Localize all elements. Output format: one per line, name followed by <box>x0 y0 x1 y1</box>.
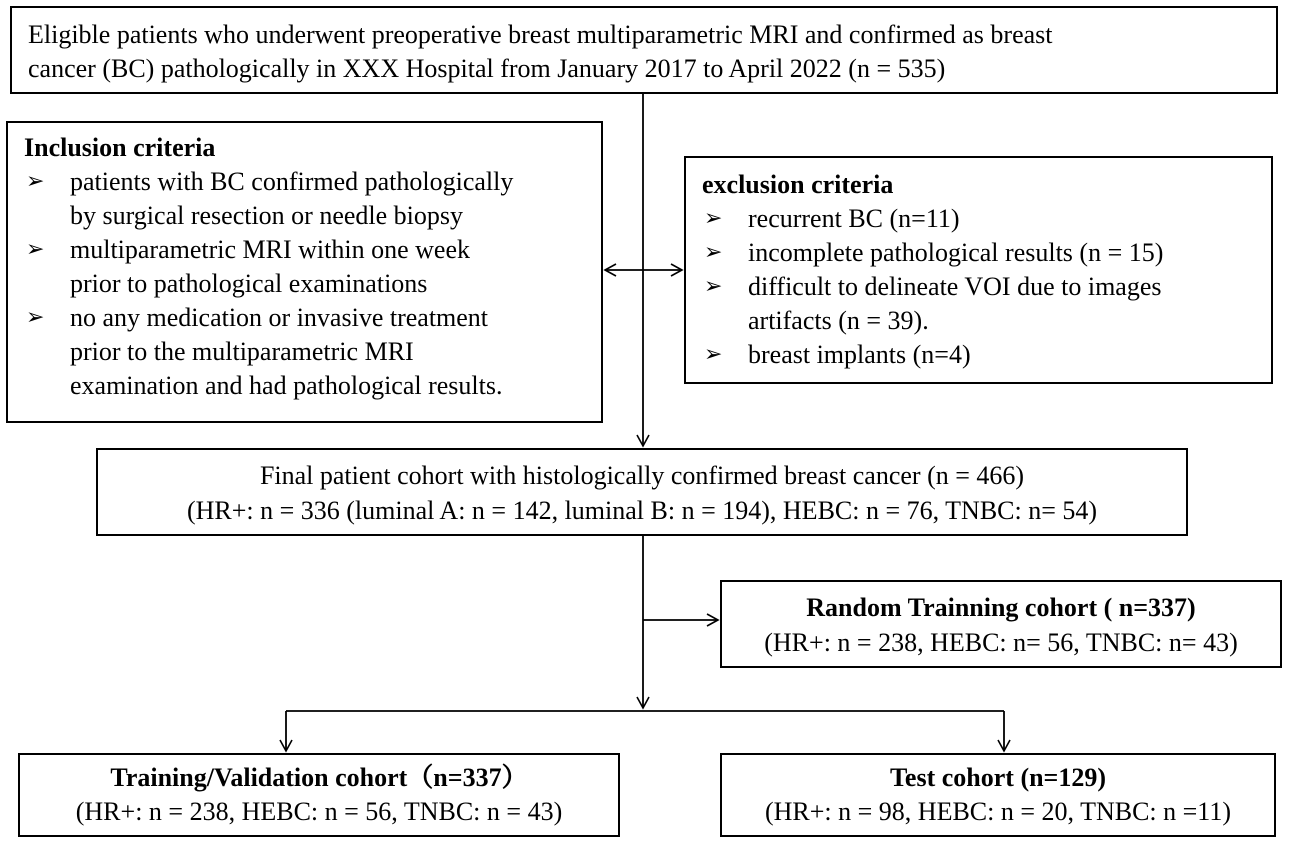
exclusion-item <box>702 236 1261 270</box>
inclusion-item <box>24 165 591 233</box>
exclusion-item <box>702 202 1261 236</box>
eligible-patients-box <box>10 6 1278 94</box>
training-validation-cohort-box <box>18 753 620 837</box>
exclusion-criteria-box <box>684 156 1273 384</box>
training-validation-subtitle: (HR+: n = 238, HEBC: n = 56, TNBC: n = 43) <box>75 797 563 826</box>
final-cohort-box <box>96 448 1188 536</box>
exclusion-item-line: difficult to delineate VOI due to images <box>748 272 1162 301</box>
arrowhead-bullet-icon: ➢ <box>704 240 723 265</box>
eligible-line-2: cancer (BC) pathologically in XXX Hospital from January 2017 to April 2022 (n = 535) <box>28 54 946 83</box>
final-cohort-line-1: Final patient cohort with histologically confirmed breast cancer (n = 466) <box>259 461 1025 490</box>
training-validation-title: Training/Validation cohort（n=337） <box>110 763 528 792</box>
arrowhead-bullet-icon: ➢ <box>704 274 723 299</box>
test-cohort-title: Test cohort (n=129) <box>889 763 1107 792</box>
inclusion-item-line: examination and had pathological results. <box>70 371 503 400</box>
inclusion-item-line: prior to the multiparametric MRI <box>70 337 414 366</box>
random-training-title: Random Trainning cohort ( n=337) <box>806 593 1196 622</box>
arrowhead-bullet-icon: ➢ <box>26 169 45 194</box>
inclusion-item-line: multiparametric MRI within one week <box>70 235 471 264</box>
inclusion-item-line: prior to pathological examinations <box>70 269 428 298</box>
exclusion-list <box>702 202 1261 372</box>
exclusion-item <box>702 338 1261 372</box>
arrowhead-bullet-icon: ➢ <box>704 206 723 231</box>
exclusion-item-line: incomplete pathological results (n = 15) <box>748 238 1164 267</box>
random-training-cohort-box <box>720 580 1282 668</box>
inclusion-item-line: patients with BC confirmed pathologically <box>70 167 514 196</box>
exclusion-item-line: artifacts (n = 39). <box>748 306 929 335</box>
inclusion-list <box>24 165 591 403</box>
test-cohort-box <box>720 753 1276 837</box>
final-cohort-line-2: (HR+: n = 336 (luminal A: n = 142, luminal B: n = 194), HEBC: n = 76, TNBC: n= 54) <box>186 496 1098 525</box>
inclusion-item <box>24 233 591 301</box>
inclusion-item <box>24 301 591 403</box>
exclusion-item-line: recurrent BC (n=11) <box>748 204 960 233</box>
test-cohort-subtitle: (HR+: n = 98, HEBC: n = 20, TNBC: n =11) <box>764 797 1231 826</box>
exclusion-title: exclusion criteria <box>702 170 894 199</box>
eligible-line-1: Eligible patients who underwent preoperative breast multiparametric MRI and confirmed as breast <box>28 20 1053 49</box>
random-training-subtitle: (HR+: n = 238, HEBC: n= 56, TNBC: n= 43) <box>764 628 1238 657</box>
inclusion-item-line: by surgical resection or needle biopsy <box>70 201 464 230</box>
exclusion-item <box>702 270 1261 338</box>
arrowhead-bullet-icon: ➢ <box>26 237 45 262</box>
inclusion-criteria-box <box>6 121 603 423</box>
arrowhead-bullet-icon: ➢ <box>704 342 723 367</box>
inclusion-item-line: no any medication or invasive treatment <box>70 303 489 332</box>
exclusion-item-line: breast implants (n=4) <box>748 340 971 369</box>
inclusion-title: Inclusion criteria <box>24 133 216 162</box>
arrowhead-bullet-icon: ➢ <box>26 305 45 330</box>
